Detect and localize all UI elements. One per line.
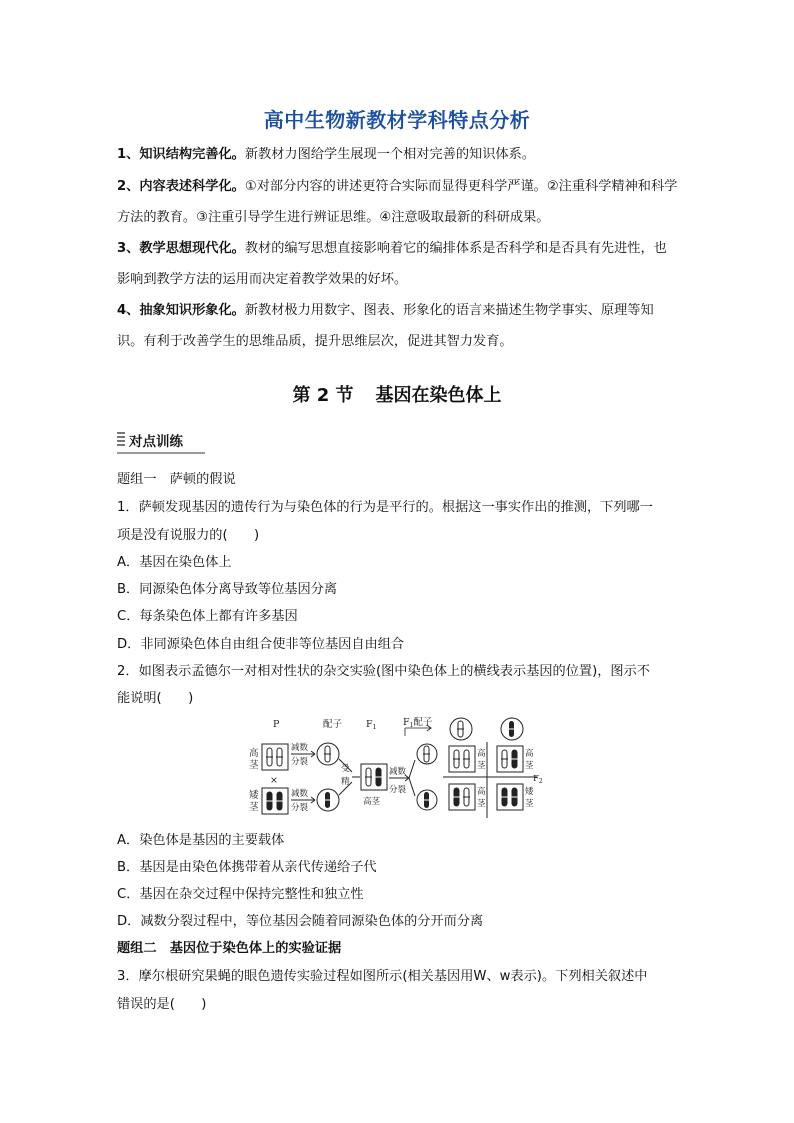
- f2-short-label-b: 茎: [525, 799, 534, 809]
- f2-cell-tt2: [497, 746, 523, 772]
- section-number: 第 2 节: [292, 385, 354, 406]
- label-tall-a: 高: [249, 748, 259, 759]
- q3-stem-line1: 3．摩尔根研究果蝇的眼色遗传实验过程如图所示(相关基因用W、w表示)。下列相关叙述中: [117, 969, 648, 984]
- feature-paragraph-3: [117, 233, 679, 295]
- q2-option-d: D．减数分裂过程中，等位基因会随着同源染色体的分开而分离: [117, 914, 484, 929]
- training-label: 对点训练: [129, 434, 183, 450]
- feature-label: 2、内容表述科学化。: [117, 179, 245, 194]
- q1-stem-line1: 1．萨顿发现基因的遗传行为与染色体的行为是平行的。根据这一事实作出的推测，下列哪一: [117, 500, 653, 515]
- f2-tall-label-d: 茎: [525, 761, 534, 771]
- label-tall-b: 茎: [249, 760, 259, 771]
- label-f2: $F_2$: [533, 774, 543, 785]
- f2-tall-label-c: 高: [525, 749, 534, 759]
- feature-text: ①对部分内容的讲述更符合实际而显得更科学严谨。②注重科学精神和科学方法的教育。③注重引导学生进行辨证思维。④注意吸取最新的科研成果。: [117, 179, 678, 225]
- q2-stem-line2: 能说明( ): [117, 691, 194, 706]
- q2-option-a: A．染色体是基因的主要载体: [117, 833, 285, 848]
- group-heading-1: 题组一 萨顿的假说: [117, 472, 236, 487]
- parent-tall-cell: [262, 744, 288, 770]
- cross-symbol: ×: [270, 775, 278, 786]
- q2-option-c: C．基因在杂交过程中保持完整性和独立性: [117, 887, 364, 902]
- q2-option-b: B．基因是由染色体携带着从亲代传递给子代: [117, 860, 377, 875]
- q2-stem-line1: 2．如图表示孟德尔一对相对性状的杂交实验(图中染色体上的横线表示基因的位置)，图示不: [117, 664, 650, 679]
- section-name: 基因在染色体上: [375, 385, 502, 406]
- section-title: [0, 381, 794, 407]
- f2-tall-label-f: 茎: [477, 799, 486, 809]
- label-f1-gamete: $F_1$配子: [403, 717, 433, 729]
- f1-label: 高茎: [363, 797, 381, 807]
- feature-text: 新教材力图给学生展现一个相对完善的知识体系。: [244, 147, 535, 162]
- feature-label: 1、知识结构完善化。: [117, 147, 245, 162]
- meiosis-label-top-b: 分裂: [291, 757, 309, 767]
- q1-option-d: D．非同源染色体自由组合使非等位基因自由组合: [117, 637, 405, 652]
- f2-short-label-a: 矮: [525, 787, 534, 797]
- f2-tall-label-a: 高: [477, 749, 486, 759]
- label-short-b: 茎: [249, 802, 259, 813]
- header-marks-icon: [117, 432, 125, 448]
- label-p: P: [273, 719, 280, 730]
- f2-tall-label-e: 高: [477, 787, 486, 797]
- feature-label: 3、教学思想现代化。: [117, 241, 245, 256]
- q3-stem-line2: 错误的是( ): [117, 997, 207, 1012]
- header-underline: [117, 452, 205, 454]
- fertilization-label-a: 受: [341, 764, 350, 774]
- meiosis-label-f1-a: 减数: [389, 767, 407, 777]
- feature-label: 4、抽象知识形象化。: [117, 303, 245, 318]
- document-title: 高中生物新教材学科特点分析: [263, 108, 531, 132]
- q1-option-b: B．同源染色体分离导致等位基因分离: [117, 582, 338, 597]
- label-gamete: 配子: [323, 719, 343, 730]
- fertilization-label-b: 精: [341, 777, 350, 787]
- feature-paragraph-2: [117, 171, 679, 233]
- group-heading-2: 题组二 基因位于染色体上的实验证据: [117, 941, 342, 956]
- f2-cell-short: [497, 784, 523, 810]
- feature-paragraph-1: [117, 139, 679, 170]
- f2-tall-label-b: 茎: [477, 761, 486, 771]
- q1-stem-line2: 项是没有说服力的( ): [117, 528, 260, 543]
- label-f1: $F_1$: [366, 719, 377, 731]
- feature-text: 新教材极力用数字、图表、形象化的语言来描述生物学事实、原理等知识。有利于改善学生的思维品质，提升思维层次，促进其智力发育。: [117, 303, 654, 349]
- label-short-a: 矮: [249, 790, 259, 801]
- q1-option-a: A．基因在染色体上: [117, 555, 232, 570]
- parent-short-cell: [262, 788, 288, 814]
- meiosis-label-bottom-a: 减数: [291, 789, 309, 799]
- f1-cell: [361, 764, 387, 790]
- meiosis-label-top-a: 减数: [291, 743, 309, 753]
- feature-paragraph-4: [117, 295, 679, 357]
- feature-text: 教材的编写思想直接影响着它的编排体系是否科学和是否具有先进性，也影响到教学方法的运用而决定着教学效果的好坏。: [117, 241, 667, 287]
- meiosis-label-bottom-b: 分裂: [291, 803, 309, 813]
- meiosis-label-f1-b: 分裂: [389, 785, 407, 795]
- training-header: [117, 430, 205, 452]
- f2-cell-tt: [449, 746, 475, 772]
- mendel-cross-diagram: [245, 712, 545, 818]
- f2-cell-tt3: [449, 784, 475, 810]
- q1-option-c: C．每条染色体上都有许多基因: [117, 609, 298, 624]
